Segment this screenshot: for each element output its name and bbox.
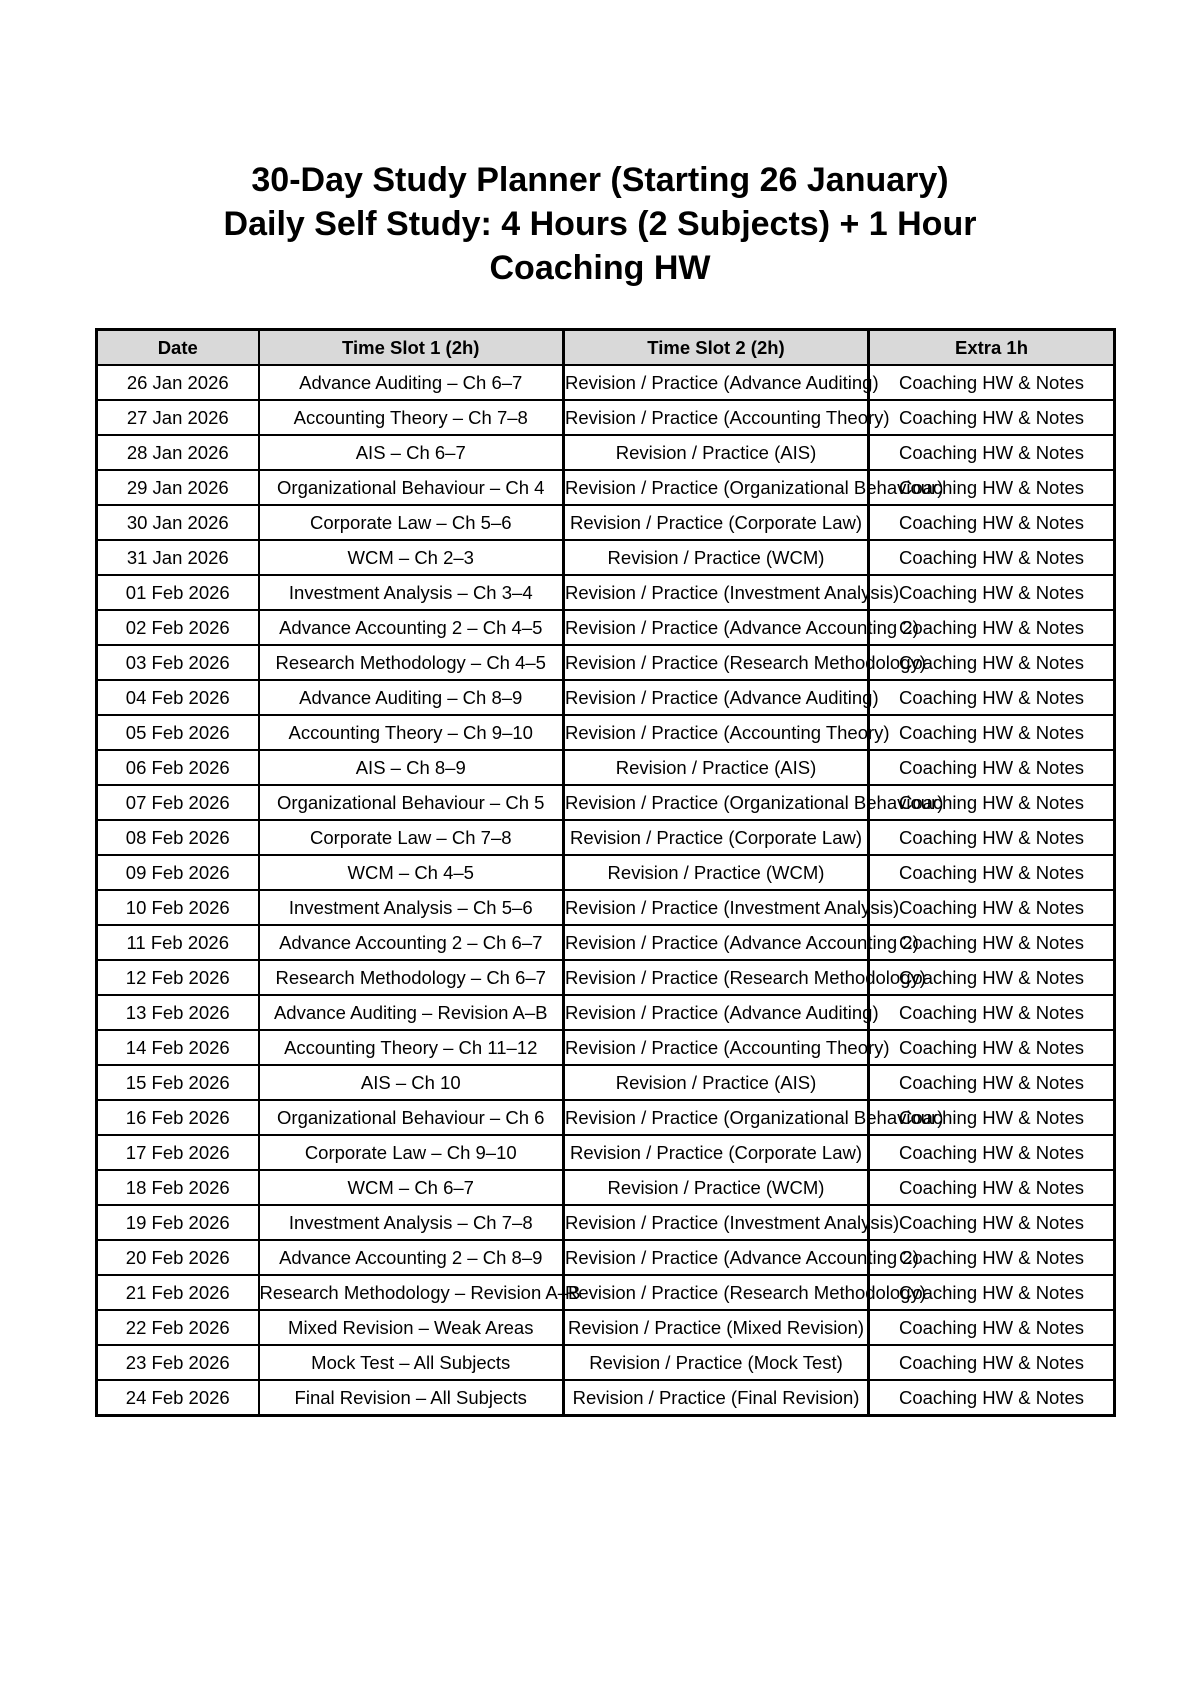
extra-cell: Coaching HW & Notes — [869, 855, 1115, 890]
table-body — [97, 365, 1115, 1416]
extra-cell: Coaching HW & Notes — [869, 1030, 1115, 1065]
date-cell: 20 Feb 2026 — [97, 1240, 259, 1275]
time-slot-2-cell: Revision / Practice (Advance Auditing) — [564, 680, 869, 715]
date-cell: 19 Feb 2026 — [97, 1205, 259, 1240]
time-slot-1-cell: Advance Accounting 2 – Ch 6–7 — [259, 925, 564, 960]
time-slot-1-cell: Accounting Theory – Ch 11–12 — [259, 1030, 564, 1065]
date-cell: 28 Jan 2026 — [97, 435, 259, 470]
time-slot-2-cell: Revision / Practice (Advance Auditing) — [564, 365, 869, 400]
table-row — [97, 505, 1115, 540]
header-time-slot-1: Time Slot 1 (2h) — [259, 330, 564, 366]
time-slot-2-cell: Revision / Practice (Corporate Law) — [564, 1135, 869, 1170]
table-header-row — [97, 330, 1115, 366]
extra-cell: Coaching HW & Notes — [869, 575, 1115, 610]
date-cell: 09 Feb 2026 — [97, 855, 259, 890]
table-row — [97, 400, 1115, 435]
date-cell: 03 Feb 2026 — [97, 645, 259, 680]
time-slot-1-cell: Organizational Behaviour – Ch 5 — [259, 785, 564, 820]
time-slot-2-cell: Revision / Practice (Final Revision) — [564, 1380, 869, 1416]
table-row — [97, 1100, 1115, 1135]
time-slot-2-cell: Revision / Practice (AIS) — [564, 1065, 869, 1100]
table-row — [97, 750, 1115, 785]
date-cell: 12 Feb 2026 — [97, 960, 259, 995]
time-slot-1-cell: AIS – Ch 10 — [259, 1065, 564, 1100]
table-row — [97, 1275, 1115, 1310]
header-time-slot-2: Time Slot 2 (2h) — [564, 330, 869, 366]
time-slot-1-cell: WCM – Ch 6–7 — [259, 1170, 564, 1205]
extra-cell: Coaching HW & Notes — [869, 610, 1115, 645]
date-cell: 07 Feb 2026 — [97, 785, 259, 820]
time-slot-1-cell: Advance Auditing – Ch 8–9 — [259, 680, 564, 715]
extra-cell: Coaching HW & Notes — [869, 925, 1115, 960]
time-slot-1-cell: Organizational Behaviour – Ch 4 — [259, 470, 564, 505]
time-slot-1-cell: AIS – Ch 6–7 — [259, 435, 564, 470]
time-slot-1-cell: Research Methodology – Ch 4–5 — [259, 645, 564, 680]
extra-cell: Coaching HW & Notes — [869, 1170, 1115, 1205]
extra-cell: Coaching HW & Notes — [869, 470, 1115, 505]
time-slot-2-cell: Revision / Practice (Investment Analysis) — [564, 575, 869, 610]
time-slot-2-cell: Revision / Practice (Research Methodology) — [564, 1275, 869, 1310]
time-slot-1-cell: Advance Accounting 2 – Ch 8–9 — [259, 1240, 564, 1275]
time-slot-1-cell: Advance Auditing – Revision A–B — [259, 995, 564, 1030]
time-slot-1-cell: Accounting Theory – Ch 9–10 — [259, 715, 564, 750]
time-slot-1-cell: Research Methodology – Revision A–B — [259, 1275, 564, 1310]
table-row — [97, 680, 1115, 715]
time-slot-2-cell: Revision / Practice (WCM) — [564, 855, 869, 890]
extra-cell: Coaching HW & Notes — [869, 1380, 1115, 1416]
table-row — [97, 785, 1115, 820]
extra-cell: Coaching HW & Notes — [869, 400, 1115, 435]
table-row — [97, 540, 1115, 575]
time-slot-2-cell: Revision / Practice (WCM) — [564, 1170, 869, 1205]
time-slot-2-cell: Revision / Practice (Mock Test) — [564, 1345, 869, 1380]
table-row — [97, 890, 1115, 925]
time-slot-2-cell: Revision / Practice (Investment Analysis) — [564, 1205, 869, 1240]
date-cell: 21 Feb 2026 — [97, 1275, 259, 1310]
time-slot-2-cell: Revision / Practice (Advance Accounting 2) — [564, 1240, 869, 1275]
time-slot-1-cell: WCM – Ch 4–5 — [259, 855, 564, 890]
extra-cell: Coaching HW & Notes — [869, 995, 1115, 1030]
page-title — [0, 158, 1200, 290]
date-cell: 23 Feb 2026 — [97, 1345, 259, 1380]
header-date: Date — [97, 330, 259, 366]
time-slot-1-cell: Investment Analysis – Ch 5–6 — [259, 890, 564, 925]
time-slot-1-cell: Corporate Law – Ch 7–8 — [259, 820, 564, 855]
table-row — [97, 1065, 1115, 1100]
time-slot-1-cell: Accounting Theory – Ch 7–8 — [259, 400, 564, 435]
table-row — [97, 1030, 1115, 1065]
time-slot-1-cell: Investment Analysis – Ch 3–4 — [259, 575, 564, 610]
time-slot-2-cell: Revision / Practice (WCM) — [564, 540, 869, 575]
date-cell: 26 Jan 2026 — [97, 365, 259, 400]
extra-cell: Coaching HW & Notes — [869, 1205, 1115, 1240]
time-slot-2-cell: Revision / Practice (Organizational Behaviour) — [564, 785, 869, 820]
table-row — [97, 1135, 1115, 1170]
date-cell: 01 Feb 2026 — [97, 575, 259, 610]
time-slot-2-cell: Revision / Practice (Accounting Theory) — [564, 715, 869, 750]
date-cell: 16 Feb 2026 — [97, 1100, 259, 1135]
title-line-3: Coaching HW — [489, 249, 711, 287]
table-row — [97, 1170, 1115, 1205]
extra-cell: Coaching HW & Notes — [869, 1240, 1115, 1275]
extra-cell: Coaching HW & Notes — [869, 1135, 1115, 1170]
table-row — [97, 855, 1115, 890]
date-cell: 17 Feb 2026 — [97, 1135, 259, 1170]
time-slot-2-cell: Revision / Practice (Accounting Theory) — [564, 1030, 869, 1065]
table-row — [97, 1240, 1115, 1275]
extra-cell: Coaching HW & Notes — [869, 715, 1115, 750]
time-slot-1-cell: Corporate Law – Ch 9–10 — [259, 1135, 564, 1170]
extra-cell: Coaching HW & Notes — [869, 365, 1115, 400]
time-slot-1-cell: Advance Accounting 2 – Ch 4–5 — [259, 610, 564, 645]
date-cell: 24 Feb 2026 — [97, 1380, 259, 1416]
extra-cell: Coaching HW & Notes — [869, 540, 1115, 575]
time-slot-1-cell: Investment Analysis – Ch 7–8 — [259, 1205, 564, 1240]
extra-cell: Coaching HW & Notes — [869, 435, 1115, 470]
time-slot-2-cell: Revision / Practice (Advance Auditing) — [564, 995, 869, 1030]
extra-cell: Coaching HW & Notes — [869, 1065, 1115, 1100]
date-cell: 18 Feb 2026 — [97, 1170, 259, 1205]
table-row — [97, 715, 1115, 750]
extra-cell: Coaching HW & Notes — [869, 890, 1115, 925]
time-slot-2-cell: Revision / Practice (Mixed Revision) — [564, 1310, 869, 1345]
time-slot-2-cell: Revision / Practice (Research Methodology) — [564, 645, 869, 680]
time-slot-2-cell: Revision / Practice (Research Methodology) — [564, 960, 869, 995]
table-row — [97, 1205, 1115, 1240]
extra-cell: Coaching HW & Notes — [869, 1100, 1115, 1135]
time-slot-2-cell: Revision / Practice (Investment Analysis) — [564, 890, 869, 925]
time-slot-2-cell: Revision / Practice (Corporate Law) — [564, 820, 869, 855]
time-slot-1-cell: Final Revision – All Subjects — [259, 1380, 564, 1416]
date-cell: 22 Feb 2026 — [97, 1310, 259, 1345]
date-cell: 06 Feb 2026 — [97, 750, 259, 785]
date-cell: 30 Jan 2026 — [97, 505, 259, 540]
table-row — [97, 435, 1115, 470]
table-row — [97, 1380, 1115, 1416]
time-slot-2-cell: Revision / Practice (Accounting Theory) — [564, 400, 869, 435]
time-slot-1-cell: Mock Test – All Subjects — [259, 1345, 564, 1380]
extra-cell: Coaching HW & Notes — [869, 1310, 1115, 1345]
time-slot-2-cell: Revision / Practice (Corporate Law) — [564, 505, 869, 540]
time-slot-2-cell: Revision / Practice (Advance Accounting 2) — [564, 925, 869, 960]
table-row — [97, 470, 1115, 505]
title-line-2: Daily Self Study: 4 Hours (2 Subjects) + 1 Hour — [223, 205, 977, 243]
date-cell: 15 Feb 2026 — [97, 1065, 259, 1100]
date-cell: 11 Feb 2026 — [97, 925, 259, 960]
extra-cell: Coaching HW & Notes — [869, 505, 1115, 540]
extra-cell: Coaching HW & Notes — [869, 820, 1115, 855]
time-slot-2-cell: Revision / Practice (Organizational Behaviour) — [564, 470, 869, 505]
date-cell: 31 Jan 2026 — [97, 540, 259, 575]
time-slot-1-cell: AIS – Ch 8–9 — [259, 750, 564, 785]
table-row — [97, 1310, 1115, 1345]
date-cell: 04 Feb 2026 — [97, 680, 259, 715]
extra-cell: Coaching HW & Notes — [869, 680, 1115, 715]
time-slot-2-cell: Revision / Practice (Organizational Behaviour) — [564, 1100, 869, 1135]
table-row — [97, 645, 1115, 680]
extra-cell: Coaching HW & Notes — [869, 645, 1115, 680]
date-cell: 27 Jan 2026 — [97, 400, 259, 435]
time-slot-1-cell: Research Methodology – Ch 6–7 — [259, 960, 564, 995]
time-slot-1-cell: Advance Auditing – Ch 6–7 — [259, 365, 564, 400]
date-cell: 08 Feb 2026 — [97, 820, 259, 855]
time-slot-1-cell: Mixed Revision – Weak Areas — [259, 1310, 564, 1345]
header-extra: Extra 1h — [869, 330, 1115, 366]
study-planner-table — [95, 328, 1116, 1417]
extra-cell: Coaching HW & Notes — [869, 960, 1115, 995]
table-row — [97, 925, 1115, 960]
date-cell: 14 Feb 2026 — [97, 1030, 259, 1065]
time-slot-2-cell: Revision / Practice (AIS) — [564, 435, 869, 470]
table-row — [97, 960, 1115, 995]
date-cell: 02 Feb 2026 — [97, 610, 259, 645]
time-slot-2-cell: Revision / Practice (AIS) — [564, 750, 869, 785]
date-cell: 10 Feb 2026 — [97, 890, 259, 925]
time-slot-1-cell: WCM – Ch 2–3 — [259, 540, 564, 575]
extra-cell: Coaching HW & Notes — [869, 750, 1115, 785]
time-slot-1-cell: Corporate Law – Ch 5–6 — [259, 505, 564, 540]
date-cell: 05 Feb 2026 — [97, 715, 259, 750]
table-row — [97, 995, 1115, 1030]
time-slot-1-cell: Organizational Behaviour – Ch 6 — [259, 1100, 564, 1135]
extra-cell: Coaching HW & Notes — [869, 1275, 1115, 1310]
title-line-1: 30-Day Study Planner (Starting 26 January) — [251, 161, 949, 199]
date-cell: 13 Feb 2026 — [97, 995, 259, 1030]
extra-cell: Coaching HW & Notes — [869, 1345, 1115, 1380]
table-row — [97, 820, 1115, 855]
date-cell: 29 Jan 2026 — [97, 470, 259, 505]
table-row — [97, 365, 1115, 400]
extra-cell: Coaching HW & Notes — [869, 785, 1115, 820]
table-row — [97, 1345, 1115, 1380]
table-row — [97, 610, 1115, 645]
table-row — [97, 575, 1115, 610]
time-slot-2-cell: Revision / Practice (Advance Accounting 2) — [564, 610, 869, 645]
